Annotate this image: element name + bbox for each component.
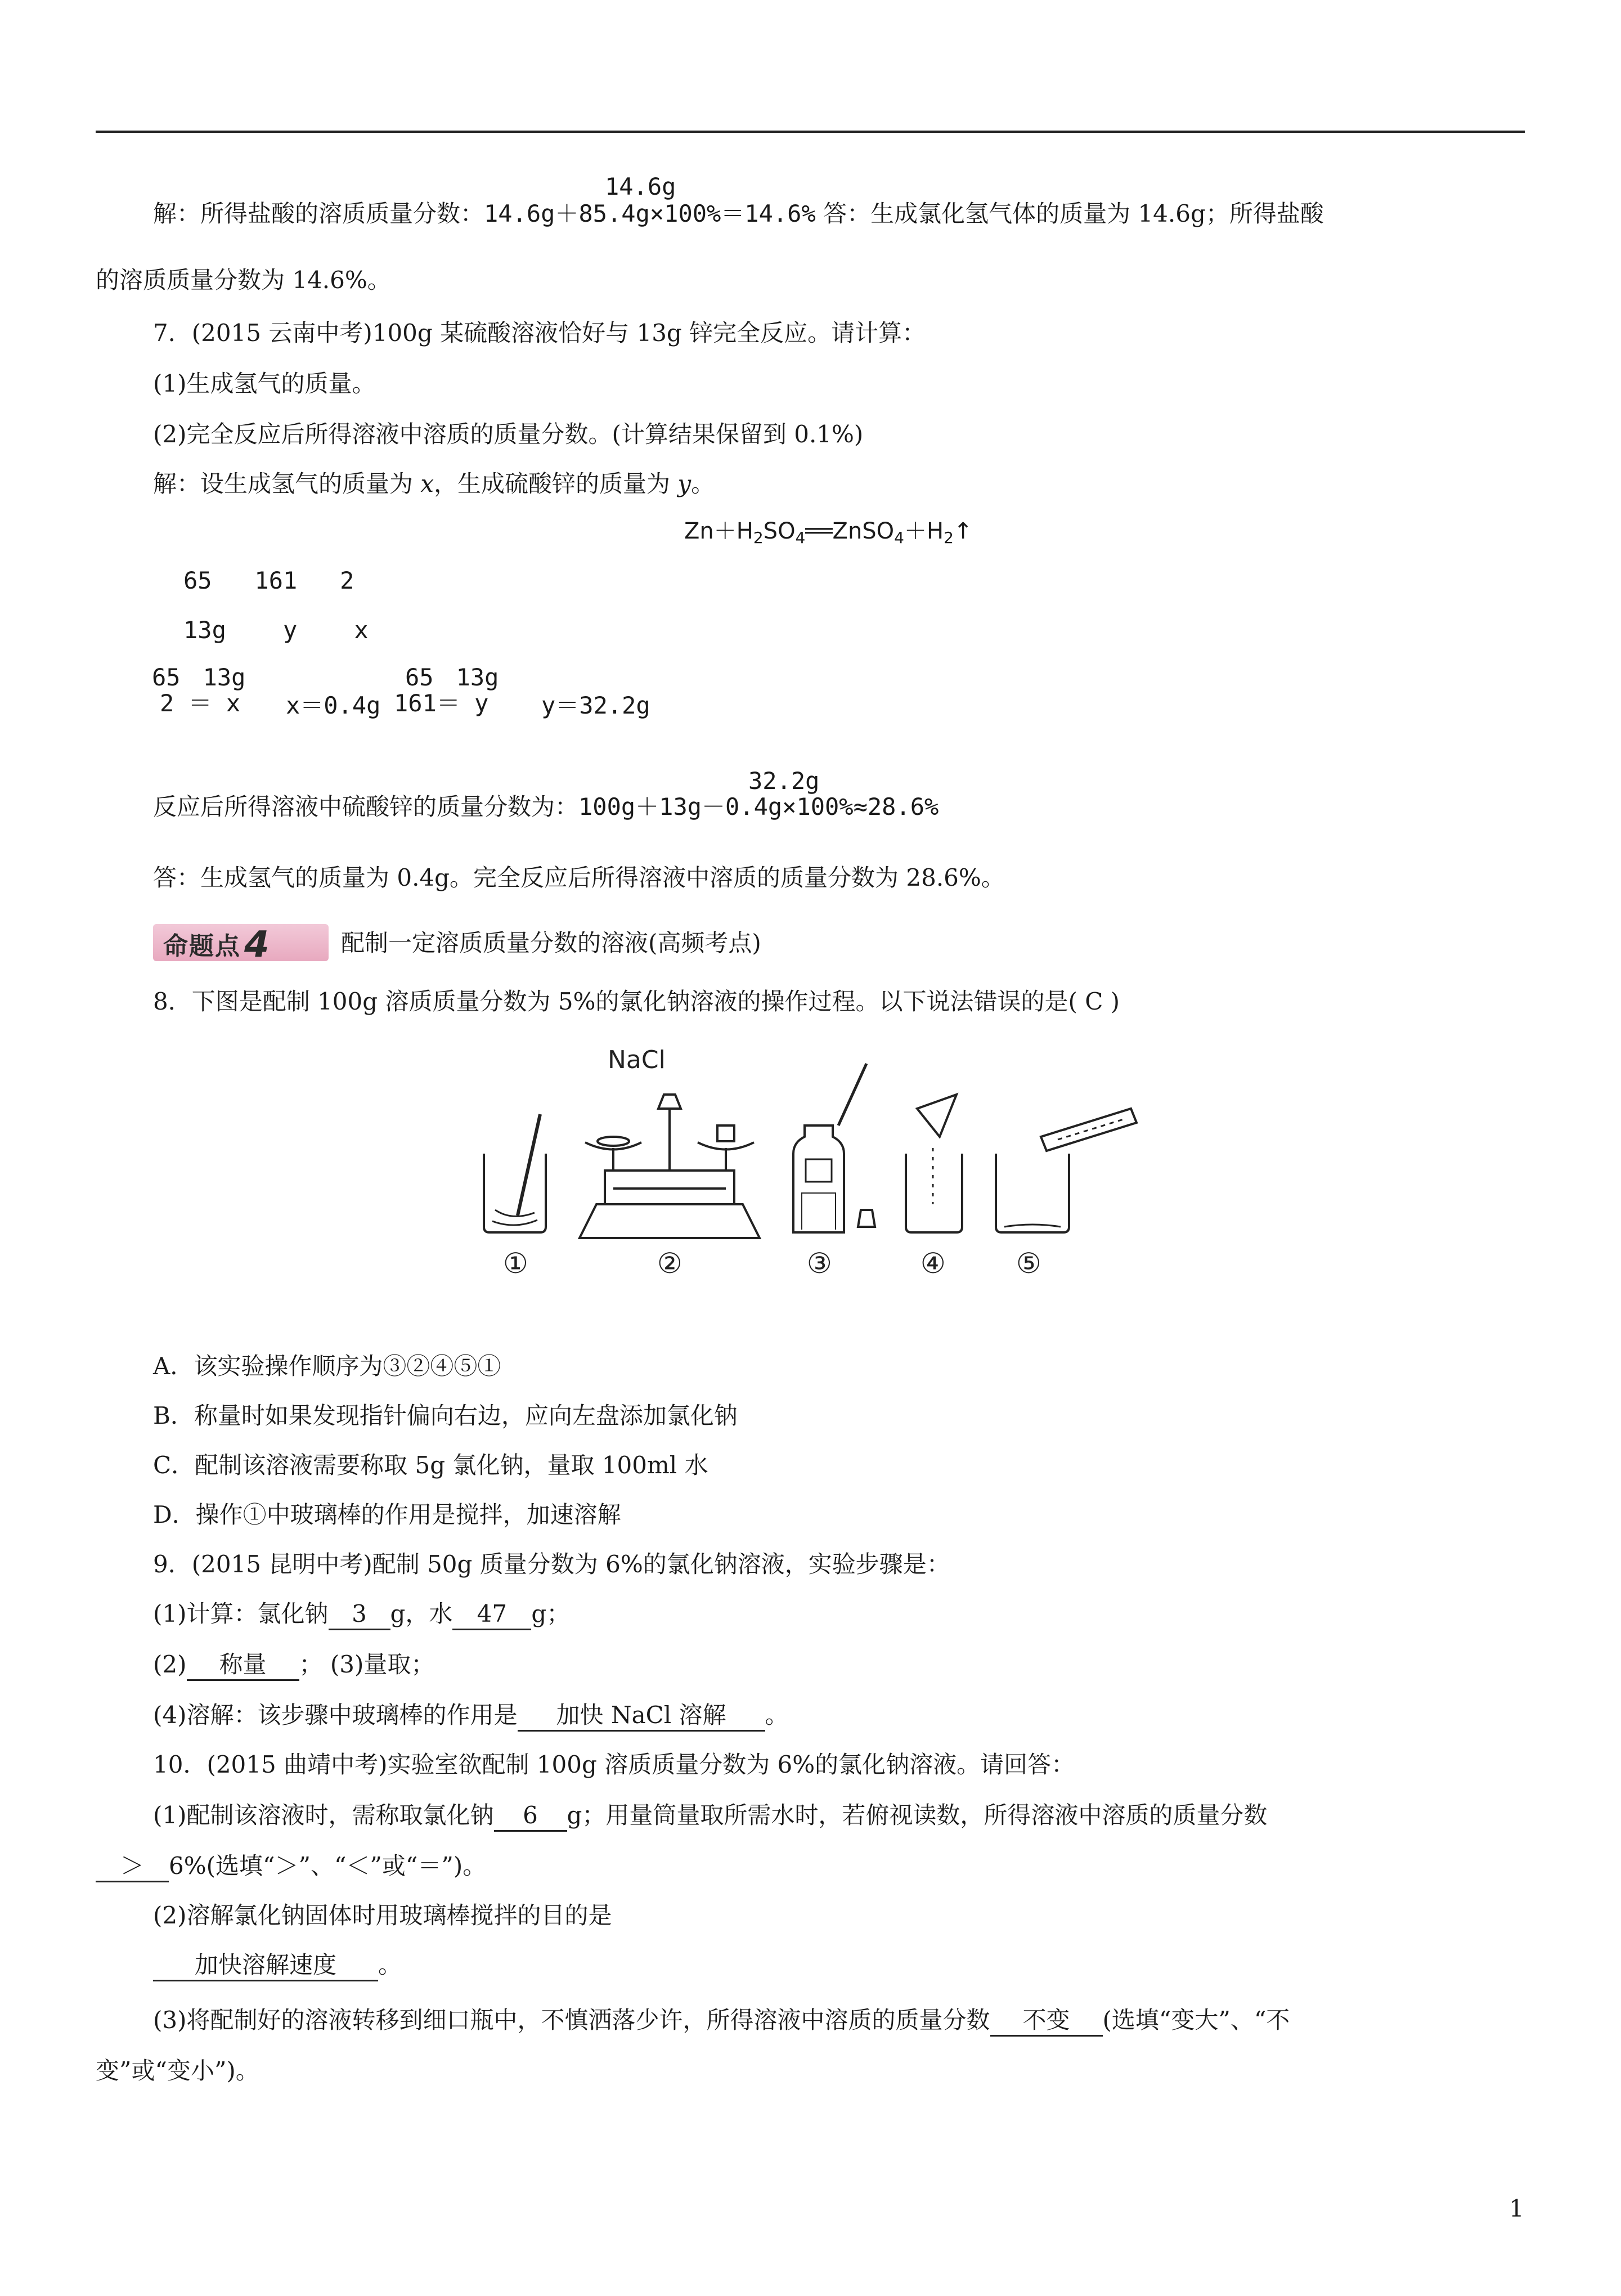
- solution-setup: [153, 467, 715, 501]
- badge-number: 4: [244, 924, 271, 966]
- answer-text: 答：生成氢气的质量为 0.4g。完全反应后所得溶液中溶质的质量分数为 28.6%。: [153, 864, 1005, 891]
- part-line: [153, 2003, 1290, 2037]
- right-pan: [698, 1142, 754, 1150]
- text: 解：设生成氢气的质量为: [153, 470, 421, 497]
- result: x＝0.4g: [286, 692, 381, 719]
- chemical-equation: [684, 514, 972, 555]
- question-stem: 7．(2015 云南中考)100g 某硫酸溶液恰好与 13g 锌完全反应。请计算：: [153, 319, 926, 347]
- part-line: [153, 1799, 1267, 1832]
- formula: 14.6g＋85.4g×100%＝14.6%: [484, 200, 816, 227]
- option-b: B．称量时如果发现指针偏向右边，应向左盘添加氯化钠: [153, 1402, 738, 1429]
- num: 65: [152, 663, 181, 691]
- sub-question: (2)完全反应后所得溶液中溶质的质量分数。(计算结果保留到 0.1%): [153, 420, 864, 448]
- num: 13g: [456, 663, 499, 691]
- subscript: 4: [894, 528, 904, 547]
- num: 65: [405, 663, 434, 691]
- text: (1)配制该溶液时，需称取氯化钠: [153, 1801, 494, 1829]
- text: 。: [691, 470, 715, 497]
- reagent-bottle: [793, 1125, 844, 1232]
- page-number: 1: [1509, 2195, 1524, 2222]
- variable: y: [677, 470, 691, 497]
- num: 13g: [203, 663, 246, 691]
- section-badge: [153, 924, 329, 966]
- proportion-denominator: 161＝ y: [394, 689, 489, 717]
- fill-answer: 6: [494, 1801, 567, 1832]
- step-number: ②: [657, 1247, 682, 1277]
- fill-answer: ＞: [96, 1851, 169, 1882]
- badge-text: 命题点: [163, 932, 241, 961]
- nacl-label: NaCl: [608, 1046, 666, 1074]
- answer-continuation: 的溶质质量分数为 14.6%。: [96, 266, 391, 294]
- eq-part: Zn＋H: [684, 518, 753, 544]
- text: (4)溶解：该步骤中玻璃棒的作用是: [153, 1701, 518, 1729]
- text: ，生成硫酸锌的质量为: [434, 470, 678, 497]
- subscript: 2: [753, 528, 764, 547]
- solution-prefix: 解：所得盐酸的溶质质量分数：: [153, 200, 484, 227]
- part-line: (2)溶解氯化钠固体时用玻璃棒搅拌的目的是: [153, 1902, 612, 1929]
- subscript: 2: [944, 528, 954, 547]
- text: 反应后所得溶液中硫酸锌的质量分数为：: [153, 793, 579, 820]
- step-line: [153, 1698, 789, 1732]
- result-line: [153, 790, 939, 824]
- step-number: ③: [807, 1247, 832, 1277]
- text: (1)计算：氯化钠: [153, 1600, 329, 1627]
- question-stem: 10．(2015 曲靖中考)实验室欲配制 100g 溶质质量分数为 6%的氯化钠溶液。请回答：: [153, 1751, 1075, 1778]
- fill-answer: 加快 NaCl 溶解: [518, 1701, 765, 1732]
- step-line: [153, 1648, 434, 1681]
- question-stem: 8．下图是配制 100g 溶质质量分数为 5%的氯化钠溶液的操作过程。以下说法错误的是( C ): [153, 988, 1120, 1015]
- section-title: 配制一定溶质质量分数的溶液(高频考点): [341, 929, 761, 957]
- solution-line: [153, 197, 1324, 231]
- question-stem: 9．(2015 昆明中考)配制 50g 质量分数为 6%的氯化钠溶液，实验步骤是：: [153, 1550, 950, 1578]
- fill-answer: 称量: [187, 1650, 299, 1681]
- result: y＝32.2g: [541, 692, 650, 719]
- measuring-cylinder: [1041, 1109, 1137, 1151]
- text: g；用量筒量取所需水时，若俯视读数，所得溶液中溶质的质量分数: [567, 1801, 1268, 1829]
- step-number: ④: [920, 1247, 946, 1277]
- eq-part: ══ZnSO: [805, 518, 895, 544]
- step-number: ①: [503, 1247, 528, 1277]
- balance-base: [580, 1204, 760, 1238]
- fill-answer: 加快溶解速度: [153, 1950, 378, 1981]
- fill-answer: 47: [452, 1599, 531, 1630]
- text: 。: [765, 1701, 789, 1729]
- eq-part: SO: [763, 518, 796, 544]
- part-line: 变”或“变小”)。: [96, 2057, 259, 2084]
- sub-question: (1)生成氢气的质量。: [153, 370, 376, 397]
- subscript: 4: [795, 528, 806, 547]
- option-a: A．该实验操作顺序为③②④⑤①: [153, 1352, 501, 1380]
- lab-procedure-figure: [478, 1041, 1142, 1277]
- proportion-denominator: 2 ＝ x: [160, 689, 241, 717]
- eq-part: ＋H: [904, 518, 944, 544]
- option-d: D．操作①中玻璃棒的作用是搅拌，加速溶解: [153, 1501, 621, 1528]
- part-line: [96, 1849, 486, 1883]
- text: 6%(选填“＞”、“＜”或“＝”)。: [169, 1852, 487, 1880]
- text: g，水: [390, 1600, 453, 1627]
- ratio-row: 65 161 2: [183, 567, 354, 594]
- option-c: C．配制该溶液需要称取 5g 氯化钠，量取 100ml 水: [153, 1451, 708, 1479]
- fill-answer: 不变: [990, 2006, 1103, 2037]
- gas-arrow: ↑: [953, 518, 973, 544]
- ratio-row: 13g y x: [183, 616, 369, 644]
- formula: 100g＋13g－0.4g×100%≈28.6%: [578, 793, 939, 820]
- text: (2): [153, 1651, 187, 1678]
- answer-text: 答：生成氯化氢气体的质量为 14.6g；所得盐酸: [815, 200, 1324, 227]
- beaker-4: [906, 1154, 962, 1232]
- text: (3)将配制好的溶液转移到细口瓶中，不慎洒落少许，所得溶液中溶质的质量分数: [153, 2006, 990, 2034]
- text: ； (3)量取；: [299, 1651, 435, 1678]
- fraction-numerator: 14.6g: [605, 173, 676, 200]
- text: 。: [378, 1951, 402, 1979]
- part-line: [153, 1948, 402, 1982]
- text: g；: [531, 1600, 571, 1627]
- fill-answer: 3: [329, 1599, 390, 1630]
- text: (选填“变大”、“不: [1102, 2006, 1290, 2034]
- step-line: [153, 1597, 570, 1631]
- header-rule: [96, 131, 1525, 133]
- fraction-numerator: 32.2g: [748, 767, 820, 795]
- step-number: ⑤: [1016, 1247, 1041, 1277]
- beaker-5: [996, 1154, 1069, 1232]
- variable: x: [420, 470, 434, 497]
